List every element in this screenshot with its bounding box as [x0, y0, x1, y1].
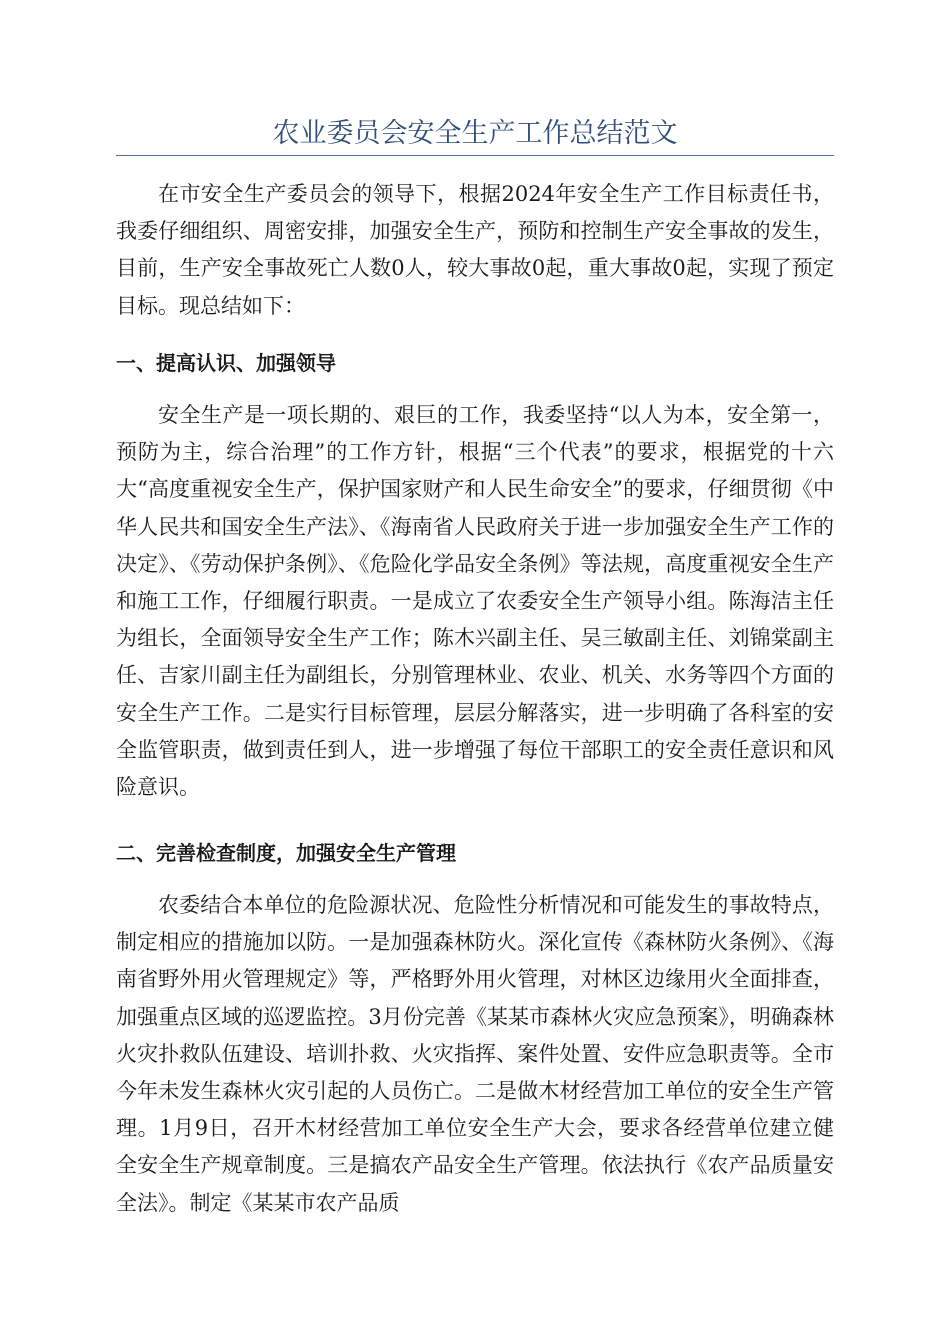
title-underline	[116, 155, 834, 156]
section-heading-2: 二、完善检查制度，加强安全生产管理	[116, 841, 456, 865]
section-heading-1: 一、提高认识、加强领导	[116, 351, 336, 375]
section-body-1: 安全生产是一项长期的、艰巨的工作，我委坚持“以人为本，安全第一，预防为主，综合治理”的工作方针，根据“三个代表”的要求，根据党的十六大“高度重视安全生产，保护国家财产和人民生命安全”的要求，仔细贯彻《中华人民共和国安全生产法》、《海南省人民政府关于进一步加强安全生产工作的决定》、《劳动保护条例》、《危险化学品安全条例》等法规，高度重视安全生产和施工工作，仔细履行职责。一是成立了农委安全生产领导小组。陈海洁主任为组长，全面领导安全生产工作；陈木兴副主任、吴三敏副主任、刘锦棠副主任、吉家川副主任为副组长，分别管理林业、农业、机关、水务等四个方面的安全生产工作。二是实行目标管理，层层分解落实，进一步明确了各科室的安全监管职责，做到责任到人，进一步增强了每位干部职工的安全责任意识和风险意识。	[116, 403, 834, 800]
document-title: 农业委员会安全生产工作总结范文	[272, 118, 678, 149]
document-page	[116, 0, 834, 1344]
intro-paragraph: 在市安全生产委员会的领导下，根据2024年安全生产工作目标责任书，我委仔细组织、周密安排，加强安全生产，预防和控制生产安全事故的发生，目前，生产安全事故死亡人数0人，较大事故0起，重大事故0起，实现了预定目标。现总结如下：	[116, 182, 834, 318]
section-body-2: 农委结合本单位的危险源状况、危险性分析情况和可能发生的事故特点，制定相应的措施加以防。一是加强森林防火。深化宣传《森林防火条例》、《海南省野外用火管理规定》等，严格野外用火管理，对林区边缘用火全面排查，加强重点区域的巡逻监控。3月份完善《某某市森林火灾应急预案》，明确森林火灾扑救队伍建设、培训扑救、火灾指挥、案件处置、安件应急职责等。全市今年未发生森林火灾引起的人员伤亡。二是做木材经营加工单位的安全生产管理。1月9日，召开木材经营加工单位安全生产大会，要求各经营单位建立健全安全生产规章制度。三是搞农产品安全生产管理。依法执行《农产品质量安全法》。制定《某某市农产品质	[116, 893, 834, 1215]
